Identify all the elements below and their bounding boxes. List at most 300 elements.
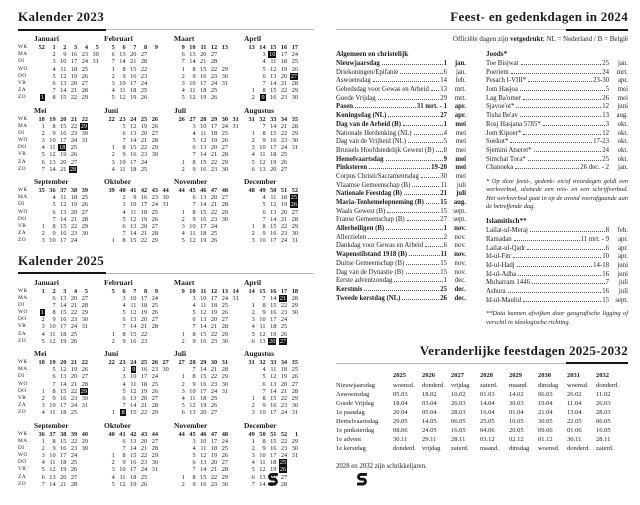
date-cell: 3 bbox=[41, 402, 45, 410]
date-cell: 8 bbox=[262, 301, 266, 309]
date-cell: 21 bbox=[70, 380, 78, 388]
date-cell: 17 bbox=[270, 409, 277, 417]
holiday-item bbox=[336, 156, 466, 165]
date-cell: 20 bbox=[140, 222, 148, 230]
table-cell: 14.04 bbox=[480, 399, 495, 407]
holiday-item bbox=[486, 86, 628, 95]
month-name: Maart bbox=[174, 277, 195, 287]
holiday-item bbox=[336, 251, 466, 260]
date-cell: 13 bbox=[130, 129, 137, 137]
weekday-labels bbox=[18, 33, 34, 102]
day-row bbox=[244, 123, 314, 130]
date-cell: 26 bbox=[151, 215, 158, 223]
holiday-day: 31 mrt. - 1 bbox=[416, 103, 447, 111]
date-cell: 5 bbox=[52, 72, 56, 80]
date-cell: 21 bbox=[270, 480, 277, 488]
holiday-day: 26 bbox=[602, 94, 609, 102]
week-number-row bbox=[174, 44, 244, 51]
date-cell: 4 bbox=[41, 409, 45, 417]
date-cell bbox=[174, 323, 185, 330]
date-cell: 6 bbox=[251, 165, 255, 173]
week-number-row bbox=[244, 288, 314, 295]
holiday-month: apr. bbox=[617, 77, 628, 85]
table-cell: 28.03 bbox=[596, 408, 611, 416]
week-number-cell: 37 bbox=[60, 187, 67, 194]
date-cell: 29 bbox=[221, 208, 228, 216]
date-cell bbox=[174, 316, 185, 323]
date-cell: 2 bbox=[41, 394, 45, 402]
date-cell bbox=[244, 216, 255, 223]
month-name: Februari bbox=[104, 34, 133, 43]
week-number-cell: 18 bbox=[38, 115, 45, 123]
date-cell: 18 bbox=[60, 409, 67, 417]
date-cell: 3 bbox=[181, 222, 185, 230]
date-cell: 13 bbox=[259, 473, 266, 481]
week-number-cell: 44 bbox=[162, 187, 169, 194]
date-cell: 21 bbox=[140, 230, 148, 238]
date-cell: 9 bbox=[133, 194, 137, 202]
holiday-name: Pesach I-VIII* bbox=[486, 77, 527, 85]
date-cell: 8 bbox=[262, 129, 266, 137]
date-cell: 10 bbox=[200, 294, 207, 302]
table-cell: donderd. bbox=[393, 444, 416, 452]
page-title: Kalender 2023 bbox=[18, 9, 105, 24]
date-cell: 24 bbox=[221, 294, 228, 302]
date-cell: 18 bbox=[200, 87, 207, 95]
date-cell bbox=[244, 388, 255, 395]
holiday-columns bbox=[336, 50, 628, 333]
holiday-date: 28 bbox=[69, 165, 77, 173]
date-cell: 15 bbox=[60, 437, 67, 445]
date-cell: 25 bbox=[221, 129, 228, 137]
date-cell: 22 bbox=[70, 309, 78, 317]
date-cell: 17 bbox=[130, 158, 137, 166]
date-cell: 23 bbox=[70, 394, 78, 402]
day-row bbox=[244, 209, 314, 216]
date-cell: 13 bbox=[200, 316, 207, 324]
date-cell: 17 bbox=[60, 137, 67, 145]
table-cell: 06.05 bbox=[451, 417, 466, 425]
date-cell: 31 bbox=[151, 466, 158, 474]
month-grid bbox=[104, 277, 174, 346]
jewish-islamic-column bbox=[486, 50, 628, 333]
date-cell: 19 bbox=[270, 466, 277, 474]
date-cell: 17 bbox=[60, 402, 67, 410]
date-cell: 16 bbox=[270, 309, 277, 317]
date-cell: 20 bbox=[210, 459, 218, 467]
date-cell: 30 bbox=[221, 72, 228, 80]
week-number-cell: 20 bbox=[60, 359, 67, 366]
date-cell bbox=[244, 381, 255, 388]
table-cell: vrijdag bbox=[422, 444, 441, 452]
date-cell: 2 bbox=[251, 230, 255, 238]
date-cell: 20 bbox=[70, 208, 78, 216]
date-cell: 27 bbox=[151, 316, 158, 324]
date-cell: 7 bbox=[192, 151, 196, 159]
week-number-cell: 27 bbox=[189, 115, 196, 123]
date-cell bbox=[104, 316, 115, 323]
week-number-row bbox=[34, 288, 104, 295]
date-cell bbox=[104, 194, 115, 201]
holiday-month: dec. bbox=[454, 277, 466, 285]
month-grid bbox=[104, 176, 174, 245]
date-cell: 14 bbox=[200, 201, 207, 209]
date-cell: 18 bbox=[140, 380, 148, 388]
table-cell: dinsdag bbox=[509, 444, 530, 452]
dot-leader bbox=[355, 107, 416, 108]
date-cell: 25 bbox=[210, 394, 218, 402]
date-cell: 7 bbox=[52, 87, 56, 95]
holiday-date: 10 bbox=[269, 51, 276, 59]
day-row bbox=[104, 316, 174, 323]
holiday-month: mei bbox=[617, 86, 628, 94]
date-cell: 30 bbox=[81, 316, 88, 324]
holiday-name: Waals Gewest (B) bbox=[336, 207, 386, 215]
date-cell: 10 bbox=[49, 452, 56, 460]
week-number-cell: 48 bbox=[221, 430, 228, 438]
day-row bbox=[174, 438, 244, 445]
day-label: DO bbox=[18, 215, 27, 222]
holiday-day: 8 bbox=[605, 227, 609, 235]
holiday-day: 16 bbox=[602, 270, 609, 278]
holiday-name: Vlaamse Gemeenschap (B) bbox=[336, 181, 411, 189]
dot-leader bbox=[403, 125, 443, 126]
date-cell: 13 bbox=[49, 473, 56, 481]
date-cell: 10 bbox=[189, 222, 196, 230]
date-cell: 7 bbox=[122, 402, 126, 410]
date-cell: 25 bbox=[70, 144, 78, 152]
day-row bbox=[244, 381, 314, 388]
month-name: November bbox=[174, 177, 208, 186]
date-cell: 17 bbox=[210, 122, 218, 130]
month-grid bbox=[244, 176, 314, 245]
dot-leader bbox=[543, 125, 605, 126]
month-name: April bbox=[244, 34, 262, 43]
date-cell: 4 bbox=[251, 151, 255, 159]
day-row bbox=[34, 295, 104, 302]
holiday-day: 21 bbox=[440, 190, 447, 198]
date-cell: 15 bbox=[270, 301, 277, 309]
holiday-day: 27 bbox=[440, 216, 447, 224]
holiday-month: mei bbox=[455, 155, 466, 163]
date-cell: 6 bbox=[192, 144, 196, 152]
table-cell: 24.05 bbox=[422, 426, 437, 434]
date-cell: 18 bbox=[270, 459, 277, 467]
date-cell bbox=[34, 302, 45, 309]
table-cell: 01.03 bbox=[480, 390, 495, 398]
date-cell: 13 bbox=[60, 373, 67, 381]
date-cell: 18 bbox=[280, 366, 288, 374]
date-cell: 14 bbox=[130, 444, 137, 452]
holiday-month: nov. bbox=[454, 268, 466, 276]
date-cell: 7 bbox=[41, 165, 45, 173]
week-number-cell: 43 bbox=[151, 187, 158, 194]
date-cell: 2 bbox=[181, 380, 185, 388]
date-cell bbox=[266, 51, 277, 58]
date-cell: 21 bbox=[70, 215, 78, 223]
table-cell: 04.06 bbox=[480, 426, 495, 434]
day-row bbox=[244, 151, 314, 158]
date-cell: 16 bbox=[60, 444, 67, 452]
week-number-cell: 25 bbox=[140, 115, 148, 123]
date-cell: 11 bbox=[119, 87, 126, 95]
date-cell: 26 bbox=[210, 402, 218, 410]
date-cell: 6 bbox=[52, 294, 56, 302]
date-cell: 25 bbox=[70, 459, 78, 467]
labels-spacer bbox=[18, 33, 34, 44]
date-cell: 17 bbox=[270, 237, 277, 245]
day-row bbox=[34, 395, 104, 402]
day-row bbox=[244, 331, 314, 338]
holiday-month: mei bbox=[617, 94, 628, 102]
date-cell bbox=[287, 201, 298, 208]
date-cell bbox=[34, 373, 45, 380]
holiday-item bbox=[336, 242, 466, 251]
month-name: December bbox=[244, 177, 277, 186]
month-grid bbox=[174, 348, 244, 417]
day-row bbox=[104, 73, 174, 80]
holiday-name: Soekot* bbox=[486, 138, 509, 146]
date-cell bbox=[255, 94, 266, 101]
date-cell: 27 bbox=[70, 473, 78, 481]
date-cell: 2 bbox=[111, 459, 115, 467]
date-cell: 23 bbox=[280, 230, 288, 238]
date-cell: 23 bbox=[210, 337, 218, 345]
date-cell: 17 bbox=[60, 452, 67, 460]
date-cell: 27 bbox=[81, 79, 88, 87]
date-cell: 6 bbox=[52, 208, 56, 216]
date-cell: 11 bbox=[200, 301, 207, 309]
week-number-cell: 23 bbox=[119, 359, 126, 366]
table-cell: zaterd. bbox=[480, 381, 498, 389]
date-cell bbox=[34, 58, 45, 65]
holiday-date: 1 bbox=[40, 309, 44, 317]
date-cell: 27 bbox=[151, 222, 158, 230]
date-cell: 29 bbox=[81, 94, 88, 102]
date-cell: 12 bbox=[259, 466, 266, 474]
year-header: 2028 bbox=[480, 371, 493, 379]
week-number-cell: 13 bbox=[221, 44, 228, 51]
day-row bbox=[174, 223, 244, 230]
month-grid bbox=[34, 348, 104, 417]
holiday-item bbox=[486, 236, 628, 245]
day-row bbox=[104, 366, 174, 373]
week-number-cell: 40 bbox=[108, 430, 115, 438]
week-number-row bbox=[174, 359, 244, 366]
date-cell: 30 bbox=[291, 309, 298, 317]
date-cell: 5 bbox=[251, 330, 255, 338]
holiday-item bbox=[336, 286, 466, 295]
date-cell: 22 bbox=[210, 158, 218, 166]
holiday-name: Gebedsdag voor Gewas en Arbeid bbox=[336, 86, 429, 94]
date-cell: 13 bbox=[49, 158, 56, 166]
date-cell: 3 bbox=[181, 387, 185, 395]
date-cell: 28 bbox=[291, 387, 298, 395]
date-cell: 26 bbox=[291, 65, 298, 73]
week-number-cell: 7 bbox=[133, 44, 137, 51]
date-cell bbox=[244, 80, 255, 87]
date-cell: 4 bbox=[111, 473, 115, 481]
day-row bbox=[104, 381, 174, 388]
day-row bbox=[174, 58, 244, 65]
date-cell: 17 bbox=[60, 323, 67, 331]
holiday-item bbox=[336, 190, 466, 199]
date-cell: 1 bbox=[181, 330, 185, 338]
week-number-cell: 47 bbox=[210, 430, 218, 438]
holiday-item bbox=[336, 269, 466, 278]
day-row bbox=[34, 87, 104, 94]
holiday-month: jan. bbox=[617, 164, 628, 172]
dot-leader bbox=[436, 151, 443, 152]
date-cell: 2 bbox=[181, 337, 185, 345]
holiday-month: aug. bbox=[453, 199, 466, 206]
holiday-month: dec. bbox=[454, 285, 466, 293]
date-cell: 31 bbox=[221, 79, 228, 87]
date-cell: 11 bbox=[200, 444, 207, 452]
date-cell: 27 bbox=[210, 51, 218, 59]
day-row bbox=[174, 159, 244, 166]
date-cell: 10 bbox=[130, 373, 137, 381]
week-number-row bbox=[104, 288, 174, 295]
date-cell bbox=[244, 66, 255, 73]
day-row bbox=[104, 80, 174, 87]
date-cell: 21 bbox=[210, 466, 218, 474]
date-cell: 24 bbox=[210, 387, 218, 395]
dot-leader bbox=[388, 116, 439, 117]
date-cell: 6 bbox=[41, 473, 45, 481]
date-cell: 24 bbox=[291, 51, 298, 59]
holiday-item bbox=[486, 130, 628, 139]
day-row bbox=[174, 388, 244, 395]
date-cell: 20 bbox=[130, 51, 137, 59]
year-header: 2025 bbox=[393, 371, 406, 379]
date-cell: 12 bbox=[119, 480, 126, 488]
date-cell bbox=[34, 94, 45, 101]
date-cell: 20 bbox=[210, 194, 218, 202]
date-cell: 30 bbox=[221, 165, 228, 173]
week-number-cell: 38 bbox=[70, 187, 78, 194]
week-number-cell: 35 bbox=[291, 115, 298, 123]
date-cell: 3 bbox=[181, 79, 185, 87]
month-name: Mei bbox=[34, 349, 47, 358]
date-cell: 10 bbox=[119, 158, 126, 166]
day-row bbox=[244, 373, 314, 380]
day-row bbox=[174, 230, 244, 237]
labels-spacer bbox=[18, 105, 34, 116]
date-cell: 12 bbox=[60, 72, 67, 80]
day-row bbox=[174, 474, 244, 481]
date-cell: 13 bbox=[270, 208, 277, 216]
holiday-item bbox=[336, 295, 466, 304]
date-cell: 5 bbox=[41, 466, 45, 474]
date-cell: 2 bbox=[41, 230, 45, 238]
day-row bbox=[104, 409, 174, 416]
table-cell: maand. bbox=[509, 381, 528, 389]
week-number-cell: 4 bbox=[84, 44, 88, 51]
table-cell: zaterd. bbox=[596, 444, 614, 452]
date-cell: 6 bbox=[122, 394, 126, 402]
year-header: 2029 bbox=[509, 371, 522, 379]
holiday-day: 6 bbox=[443, 68, 447, 76]
date-cell: 12 bbox=[130, 309, 137, 317]
dot-leader bbox=[406, 273, 440, 274]
holiday-day: 6 bbox=[443, 242, 447, 250]
date-cell: 18 bbox=[70, 194, 78, 202]
date-cell: 6 bbox=[111, 51, 115, 59]
table-cell: vrijdag bbox=[451, 381, 470, 389]
holiday-day: 11 bbox=[440, 181, 447, 189]
date-cell: 14 bbox=[200, 323, 207, 331]
date-cell: 1 bbox=[251, 437, 255, 445]
date-cell: 29 bbox=[81, 309, 88, 317]
holiday-name: Franse Gemeenschap (B) bbox=[336, 216, 405, 224]
date-cell: 16 bbox=[200, 72, 207, 80]
holiday-month: okt. bbox=[617, 138, 628, 146]
date-cell: 4 bbox=[262, 366, 266, 374]
date-cell: 10 bbox=[189, 387, 196, 395]
holiday-day: 13 bbox=[440, 86, 447, 94]
week-number-row bbox=[244, 431, 314, 438]
date-cell: 19 bbox=[270, 330, 277, 338]
week-number-cell: 11 bbox=[200, 287, 207, 295]
week-number-cell: 22 bbox=[108, 359, 115, 366]
weekday-labels bbox=[18, 277, 34, 346]
holiday-name: Duitse Gemeenschap (B) bbox=[336, 259, 405, 267]
date-cell: 12 bbox=[189, 237, 196, 245]
date-cell: 8 bbox=[192, 208, 196, 216]
date-cell: 26 bbox=[210, 237, 218, 245]
date-cell: 10 bbox=[119, 79, 126, 87]
date-cell: 26 bbox=[151, 387, 158, 395]
date-cell: 2 bbox=[41, 316, 45, 324]
week-number-cell: 22 bbox=[108, 115, 115, 123]
date-cell: 17 bbox=[130, 79, 137, 87]
day-row bbox=[174, 466, 244, 473]
day-label: ZO bbox=[18, 165, 26, 172]
date-cell: 2 bbox=[111, 337, 115, 345]
holiday-day: 25 bbox=[602, 155, 609, 163]
date-cell: 7 bbox=[122, 230, 126, 238]
table-cell: 13.04 bbox=[567, 408, 582, 416]
date-cell bbox=[104, 388, 115, 395]
holiday-month: okt. bbox=[617, 155, 628, 163]
holiday-month: sept. bbox=[453, 207, 466, 215]
holiday-name: Kerstmis bbox=[336, 285, 363, 293]
day-row bbox=[34, 309, 104, 316]
date-cell: 5 bbox=[52, 366, 56, 374]
week-number-cell: 13 bbox=[248, 44, 255, 51]
date-cell: 5 bbox=[192, 137, 196, 145]
holiday-item bbox=[336, 147, 466, 156]
date-cell: 20 bbox=[140, 129, 148, 137]
week-number-cell: 41 bbox=[130, 187, 137, 194]
table-cell: donderd. bbox=[596, 381, 619, 389]
week-number-cell: 42 bbox=[140, 187, 148, 194]
date-cell: 4 bbox=[122, 380, 126, 388]
date-cell: 8 bbox=[192, 373, 196, 381]
row-label: Nieuwjaarsdag bbox=[336, 381, 375, 389]
date-cell: 17 bbox=[200, 79, 207, 87]
date-cell: 30 bbox=[81, 394, 88, 402]
date-cell bbox=[104, 302, 115, 309]
week-number-cell: 39 bbox=[81, 187, 88, 194]
date-cell: 2 bbox=[122, 366, 126, 374]
date-cell: 8 bbox=[122, 237, 126, 245]
date-cell: 10 bbox=[49, 402, 56, 410]
day-row bbox=[174, 130, 244, 137]
date-cell: 19 bbox=[140, 387, 148, 395]
dot-leader bbox=[527, 249, 604, 250]
